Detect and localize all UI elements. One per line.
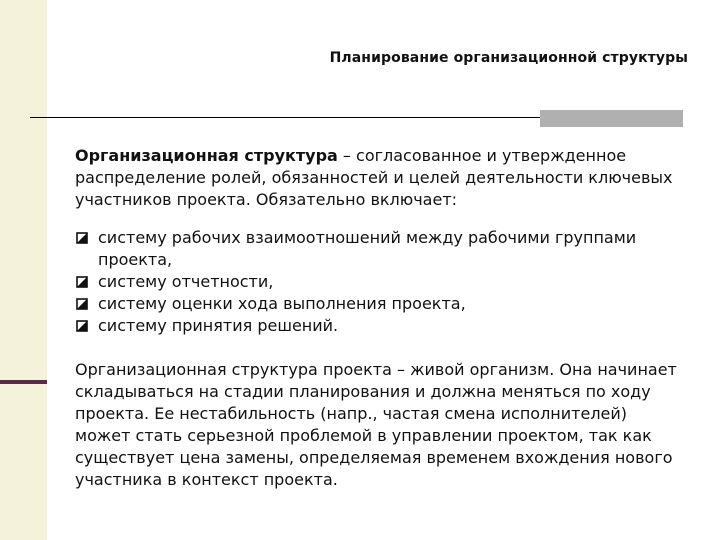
list-item	[75, 271, 685, 293]
list-item-text: систему принятия решений.	[98, 316, 339, 335]
checkbox-icon	[76, 320, 88, 332]
list-item-text: систему отчетности,	[98, 272, 274, 291]
definition-term: Организационная структура	[75, 146, 338, 165]
closing-paragraph: Организационная структура проекта – живой организм. Она начинает складываться на стадии планирования и должна меняться по ходу проекта. Ее нестабильность (напр., частая смена исполнителей) может стать серьезной проблемой в управлении проектом, так как существует цена замены, определяемая временем вхождения нового участника в контекст проекта.	[75, 360, 677, 489]
slide-body	[75, 145, 685, 491]
side-panel	[0, 0, 47, 540]
definition-text: – согласованное и утвержденное распределение ролей, обязанностей и целей деятельности ключевых участников проекта. Обязательно включает:	[75, 146, 673, 209]
bullet-list	[75, 227, 685, 337]
title-rule-bar	[540, 110, 683, 127]
definition-paragraph	[75, 145, 685, 211]
checkbox-icon	[76, 276, 88, 288]
checkbox-icon	[76, 232, 88, 244]
slide-title: Планирование организационной структуры	[329, 50, 688, 66]
list-item	[75, 293, 685, 315]
side-accent-bar	[0, 380, 47, 384]
list-item-text: системy рабочих взаимоотношений между рабочими группами проекта,	[98, 228, 637, 269]
list-item	[75, 227, 685, 271]
checkbox-icon	[76, 298, 88, 310]
list-item-text: систему оценки хода выполнения проекта,	[98, 294, 466, 313]
list-item	[75, 315, 685, 337]
